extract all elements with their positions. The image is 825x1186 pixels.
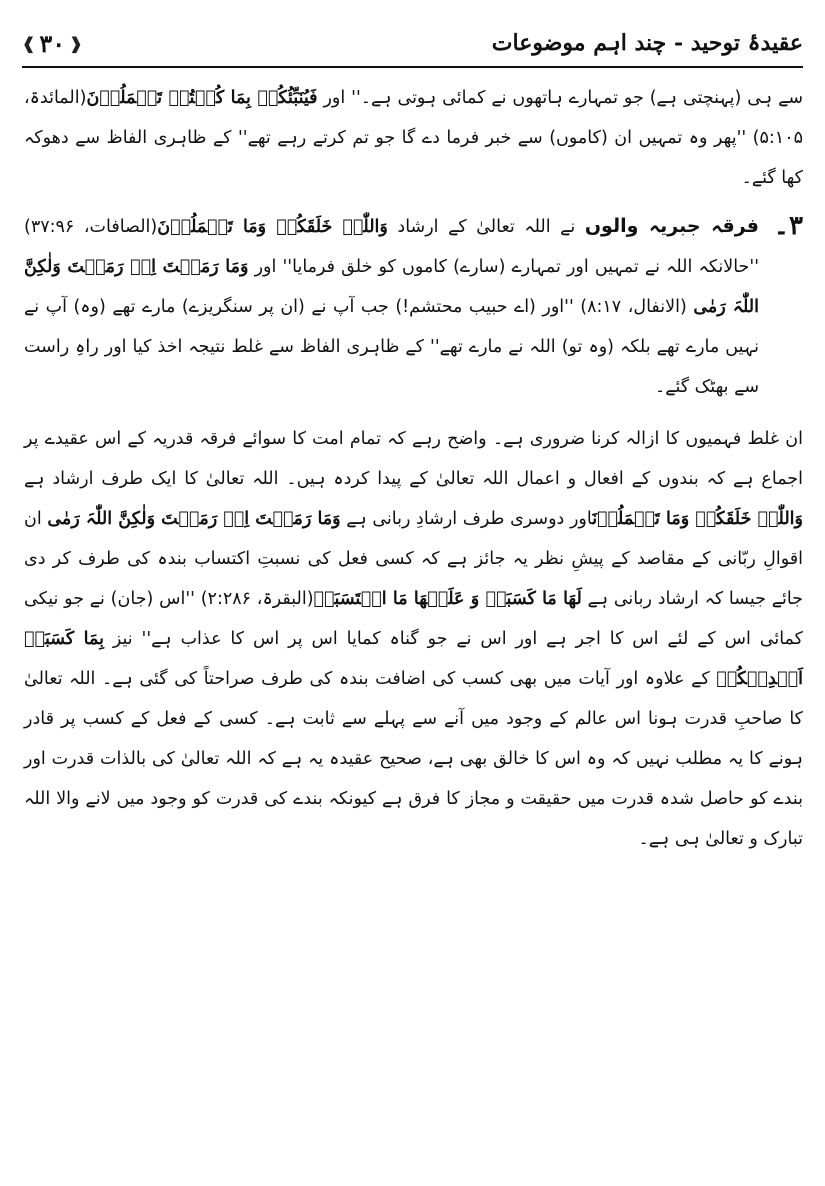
text-run: سے ہی (پہنچتی ہے) جو تمہارے ہاتھوں نے کمائی ہوتی ہے۔'' اور	[317, 88, 803, 108]
text-run: (الانفال، ۸:۱۷) ''اور (اے حبیب محتشم!) جب آپ نے (ان پر سنگریزے) مارے تھے (وہ) آپ نے نہیں مارے تھے بلکہ (وہ تو) اللہ نے مارے تھے'' کے ظاہری الفاظ سے غلط نتیجہ اخذ کیا اور راہِ راست سے بھٹک گئے۔	[24, 297, 759, 397]
page-number: ۳۰	[39, 28, 66, 58]
list-number: ۳۔	[773, 211, 803, 241]
ornament-right-icon: ❱	[69, 33, 83, 53]
text-run: نے اللہ تعالیٰ کے ارشاد	[387, 217, 585, 237]
page-body	[24, 78, 803, 859]
ornament-left-icon: ❰	[22, 33, 36, 53]
text-run: ان اقوالِ ربّانی کے مقاصد کے پیشِ نظر یہ جائز ہے کہ کسی فعل کی نسبتِ اکتساب بندہ کی طرف کر دی جائے جیسا کہ ارشاد ربانی ہے	[24, 509, 804, 609]
text-run: (الصافات، ۳۷:۹۶) ''حالانکہ اللہ نے تمہیں اور تمہارے (سارے) کاموں کو خلق فرمایا'' اور	[24, 217, 760, 277]
page-number-badge	[22, 29, 83, 58]
quran-quote: لَھَا مَا کَسَبَتۡ وَ عَلَیۡھَا مَا اکۡتَسَبَتۡ	[313, 589, 582, 609]
text-run: (البقرۃ، ۲:۲۸۶) ''اس (جان) نے جو نیکی کمائی اس کے لئے اس کا اجر ہے اور اس نے جو گناہ کمایا اس پر اس کا عذاب ہے'' نیز	[24, 589, 803, 649]
paragraph-gap	[24, 407, 803, 419]
quran-quote: بِمَا کَسَبَتۡ اَیۡدِیۡکُمۡ	[24, 629, 803, 689]
paragraph-main	[24, 419, 803, 859]
page-header	[22, 22, 803, 64]
list-item-body	[24, 206, 759, 407]
text-run: ان غلط فہمیوں کا ازالہ کرنا ضروری ہے۔ واضح رہے کہ تمام امت کا سوائے فرقہ قدریہ کے اس عقیدے پر اجماع ہے کہ بندوں کے افعال و اعمال اللہ تعالیٰ کے پیدا کردہ ہیں۔ اللہ تعالیٰ کا ایک طرف ارشاد ہے	[24, 429, 803, 489]
running-title: عقیدۂ توحید - چند اہم موضوعات	[491, 30, 803, 56]
text-run: (المائدۃ، ۵:۱۰۵) ''پھر وہ تمہیں ان (کاموں) سے خبر فرما دے گا جو تم کرتے رہے تھے'' کے ظاہری الفاظ سے دھوکہ کھا گئے۔	[24, 88, 803, 188]
paragraph-continued	[24, 78, 803, 198]
quran-quote: وَاللّٰہُ خَلَقَکُمۡ وَمَا تَعۡمَلُوۡنَ	[592, 509, 803, 529]
quran-quote: وَاللّٰہُ خَلَقَکُمۡ وَمَا تَعۡمَلُوۡنَ	[157, 217, 388, 237]
quran-quote: فَیُنَبِّئُکُمۡ بِمَا کُنۡتُمۡ تَعۡمَلُوۡنَ	[86, 88, 318, 108]
quran-quote: وَمَا رَمَیۡتَ اِذۡ رَمَیۡتَ وَلٰکِنَّ اللّٰہَ رَمٰی	[24, 257, 759, 317]
sect-name: فرقہ جبریہ والوں	[584, 215, 759, 237]
list-item-3	[24, 206, 803, 407]
text-run: اور دوسری طرف ارشادِ ربانی ہے	[340, 509, 593, 529]
quran-quote: وَمَا رَمَیۡتَ اِذۡ رَمَیۡتَ وَلٰکِنَّ اللّٰہَ رَمٰی	[47, 509, 341, 529]
text-run: کے علاوہ اور آیات میں بھی کسب کی اضافت بندہ کی طرف صراحتاً کی گئی ہے۔ اللہ تعالیٰ کا صاحبِ قدرت ہونا اس عالم کے وجود میں آنے سے پہلے سے ثابت ہے۔ کسی کے فعل کے کسب پر قادر ہونے کا یہ مطلب نہیں کہ وہ اس کا خالق بھی ہے، صحیح عقیدہ یہ ہے کہ اللہ تعالیٰ کی بالذات قدرت اور بندے کو حاصل شدہ قدرت میں حقیقت و مجاز کا فرق ہے کیونکہ بندے کی قدرت کو وجود میں لانے والا اللہ تبارک و تعالیٰ ہی ہے۔	[24, 669, 803, 849]
header-rule	[22, 66, 803, 68]
